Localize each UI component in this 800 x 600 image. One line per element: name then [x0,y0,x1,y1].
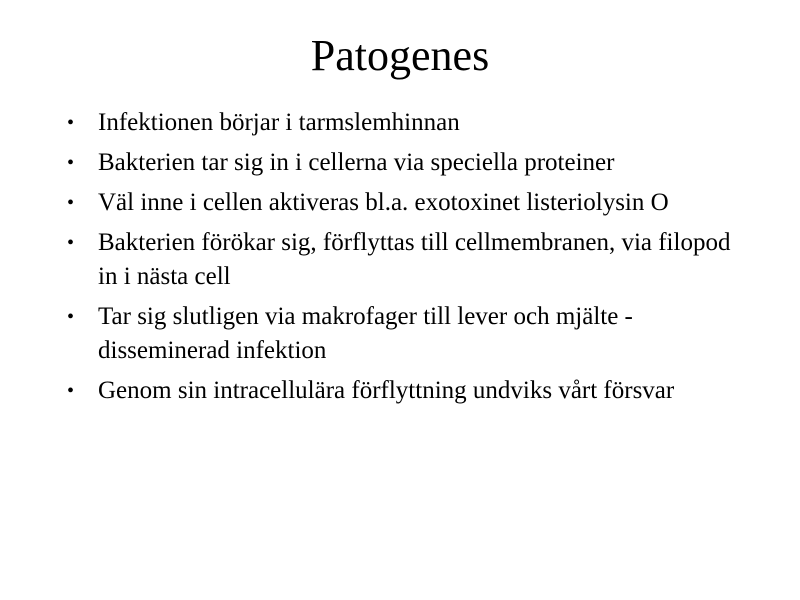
bullet-icon: • [67,306,75,328]
bullet-text: Infektionen börjar i tarmslemhinnan [98,109,460,136]
bullet-icon: • [67,192,75,214]
bullet-text: Väl inne i cellen aktiveras bl.a. exotoxinet listeriolysin O [98,189,669,216]
bullet-icon: • [67,380,75,402]
bullet-icon: • [67,152,75,174]
bullet-item [65,186,755,220]
bullet-text: Bakterien tar sig in i cellerna via speciella proteiner [98,149,615,176]
bullet-icon: • [67,232,75,254]
bullet-text: Genom sin intracellulära förflyttning undviks vårt försvar [98,377,675,404]
bullet-item [65,374,755,408]
bullet-item [65,300,755,368]
bullet-item [65,106,755,140]
bullet-text: Tar sig slutligen via makrofager till lever och mjälte - disseminerad infektion [98,303,633,364]
bullet-item [65,146,755,180]
bullet-list [65,106,755,414]
bullet-item [65,226,755,294]
bullet-icon: • [67,112,75,134]
bullet-text: Bakterien förökar sig, förflyttas till cellmembranen, via filopod in i nästa cell [98,229,731,290]
slide-title: Patogenes [310,31,490,80]
